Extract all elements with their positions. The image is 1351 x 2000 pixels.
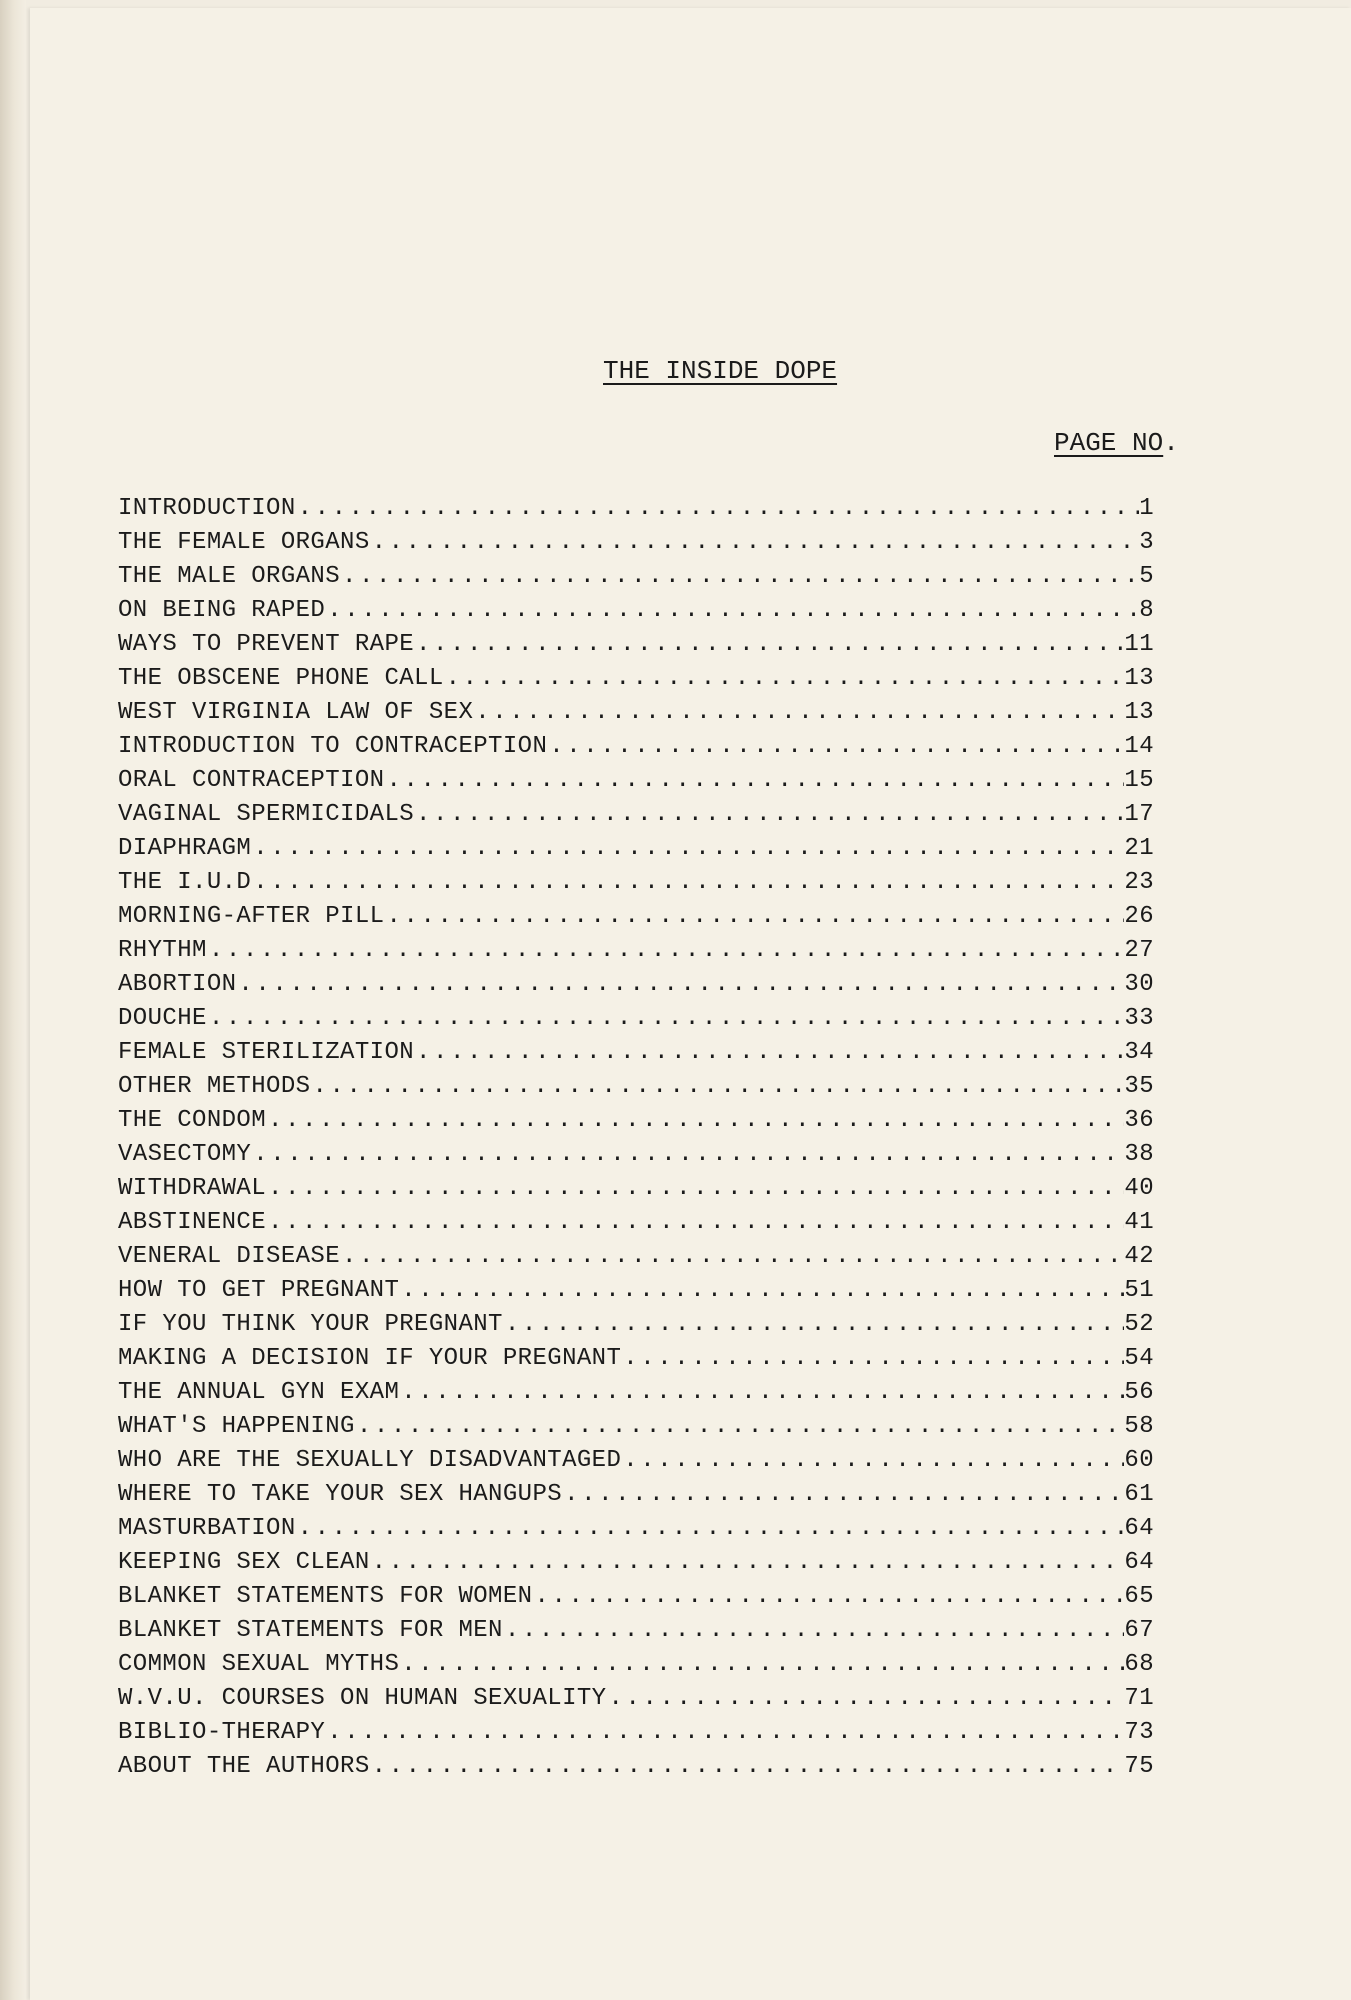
toc-dot-leader: [251, 832, 1124, 866]
toc-dot-leader: [621, 1444, 1124, 1478]
toc-entry-title: COMMON SEXUAL MYTHS: [118, 1651, 400, 1678]
toc-entry: [118, 1206, 1154, 1240]
toc-entry-title: THE FEMALE ORGANS: [118, 529, 370, 556]
toc-entry-page-number: 17: [1124, 801, 1154, 828]
toc-entry: [118, 832, 1154, 866]
page-number-header-period: .: [1163, 428, 1179, 458]
page-number-header-label: PAGE NO: [1054, 428, 1164, 458]
toc-entry-page-number: 52: [1124, 1311, 1154, 1338]
toc-entry: [118, 526, 1154, 560]
toc-entry: [118, 1172, 1154, 1206]
toc-entry: [118, 594, 1154, 628]
toc-entry: [118, 1512, 1154, 1546]
toc-entry-page-number: 58: [1124, 1413, 1154, 1440]
toc-entry-page-number: 11: [1124, 631, 1154, 658]
toc-entry: [118, 1376, 1154, 1410]
toc-entry-page-number: 34: [1124, 1039, 1154, 1066]
toc-entry-title: BLANKET STATEMENTS FOR WOMEN: [118, 1583, 533, 1610]
toc-entry-page-number: 23: [1124, 869, 1154, 896]
toc-entry-title: ON BEING RAPED: [118, 597, 326, 624]
toc-dot-leader: [266, 1206, 1124, 1240]
toc-entry: [118, 1648, 1154, 1682]
toc-entry: [118, 1478, 1154, 1512]
toc-entry-page-number: 26: [1124, 903, 1154, 930]
toc-entry: [118, 560, 1154, 594]
toc-entry-page-number: 64: [1124, 1549, 1154, 1576]
toc-entry-page-number: 15: [1124, 767, 1154, 794]
toc-entry-title: WHERE TO TAKE YOUR SEX HANGUPS: [118, 1481, 563, 1508]
toc-dot-leader: [325, 1716, 1124, 1750]
toc-dot-leader: [370, 1750, 1125, 1784]
toc-entry: [118, 968, 1154, 1002]
toc-entry-title: ABSTINENCE: [118, 1209, 267, 1236]
toc-entry-page-number: 36: [1124, 1107, 1154, 1134]
toc-entry: [118, 628, 1154, 662]
toc-entry-title: HOW TO GET PREGNANT: [118, 1277, 400, 1304]
toc-entry: [118, 1750, 1154, 1784]
toc-entry-title: VASECTOMY: [118, 1141, 252, 1168]
toc-entry-page-number: 61: [1124, 1481, 1154, 1508]
toc-dot-leader: [532, 1580, 1124, 1614]
toc-entry: [118, 696, 1154, 730]
toc-dot-leader: [251, 1138, 1124, 1172]
toc-dot-leader: [444, 662, 1125, 696]
toc-entry: [118, 1546, 1154, 1580]
toc-entry: [118, 1104, 1154, 1138]
toc-dot-leader: [355, 1410, 1125, 1444]
toc-dot-leader: [370, 1546, 1125, 1580]
toc-dot-leader: [384, 764, 1124, 798]
toc-entry-page-number: 68: [1124, 1651, 1154, 1678]
toc-dot-leader: [236, 968, 1124, 1002]
toc-entry: [118, 764, 1154, 798]
toc-entry-title: INTRODUCTION: [118, 495, 296, 522]
document-title: THE INSIDE DOPE: [603, 356, 838, 386]
toc-entry-title: WAYS TO PREVENT RAPE: [118, 631, 415, 658]
toc-dot-leader: [414, 798, 1124, 832]
toc-entry-page-number: 54: [1124, 1345, 1154, 1372]
toc-entry-title: VAGINAL SPERMICIDALS: [118, 801, 415, 828]
toc-entry: [118, 934, 1154, 968]
toc-entry: [118, 1410, 1154, 1444]
facing-page-edge: [0, 0, 26, 2000]
toc-dot-leader: [399, 1648, 1124, 1682]
toc-entry-title: THE CONDOM: [118, 1107, 267, 1134]
toc-entry: [118, 1274, 1154, 1308]
toc-entry: [118, 1444, 1154, 1478]
toc-entry: [118, 730, 1154, 764]
toc-dot-leader: [207, 934, 1125, 968]
toc-entry: [118, 1240, 1154, 1274]
toc-entry: [118, 1614, 1154, 1648]
table-of-contents: [118, 492, 1154, 1784]
toc-entry: [118, 798, 1154, 832]
toc-dot-leader: [503, 1614, 1125, 1648]
toc-entry-page-number: 38: [1124, 1141, 1154, 1168]
toc-entry-title: THE MALE ORGANS: [118, 563, 341, 590]
toc-entry: [118, 662, 1154, 696]
toc-entry-page-number: 73: [1124, 1719, 1154, 1746]
toc-entry-title: DOUCHE: [118, 1005, 207, 1032]
toc-entry: [118, 1308, 1154, 1342]
toc-dot-leader: [473, 696, 1124, 730]
toc-entry-page-number: 60: [1124, 1447, 1154, 1474]
toc-entry: [118, 1342, 1154, 1376]
toc-entry-title: THE OBSCENE PHONE CALL: [118, 665, 444, 692]
toc-entry-page-number: 71: [1124, 1685, 1154, 1712]
toc-entry-title: FEMALE STERILIZATION: [118, 1039, 415, 1066]
toc-entry-title: ORAL CONTRACEPTION: [118, 767, 385, 794]
toc-entry-page-number: 8: [1139, 597, 1154, 624]
toc-entry-page-number: 56: [1124, 1379, 1154, 1406]
toc-entry-page-number: 3: [1139, 529, 1154, 556]
toc-entry: [118, 1070, 1154, 1104]
toc-entry-title: RHYTHM: [118, 937, 207, 964]
toc-entry-title: KEEPING SEX CLEAN: [118, 1549, 370, 1576]
toc-entry: [118, 1002, 1154, 1036]
toc-dot-leader: [340, 1240, 1124, 1274]
toc-entry-title: WEST VIRGINIA LAW OF SEX: [118, 699, 474, 726]
toc-dot-leader: [251, 866, 1124, 900]
toc-entry-page-number: 21: [1124, 835, 1154, 862]
toc-entry-page-number: 13: [1124, 699, 1154, 726]
toc-entry-page-number: 40: [1124, 1175, 1154, 1202]
toc-dot-leader: [414, 628, 1124, 662]
toc-dot-leader: [399, 1274, 1124, 1308]
toc-dot-leader: [310, 1070, 1124, 1104]
toc-entry-title: WITHDRAWAL: [118, 1175, 267, 1202]
toc-entry-page-number: 13: [1124, 665, 1154, 692]
toc-dot-leader: [399, 1376, 1124, 1410]
toc-dot-leader: [384, 900, 1124, 934]
toc-entry-title: MASTURBATION: [118, 1515, 296, 1542]
toc-entry-page-number: 35: [1124, 1073, 1154, 1100]
toc-dot-leader: [547, 730, 1124, 764]
toc-entry-title: BIBLIO-THERAPY: [118, 1719, 326, 1746]
toc-entry-page-number: 5: [1139, 563, 1154, 590]
page-number-column-header: [1054, 428, 1179, 458]
toc-entry: [118, 1138, 1154, 1172]
toc-entry-title: ABORTION: [118, 971, 237, 998]
toc-entry-page-number: 51: [1124, 1277, 1154, 1304]
toc-entry-page-number: 65: [1124, 1583, 1154, 1610]
toc-entry: [118, 1036, 1154, 1070]
toc-entry: [118, 866, 1154, 900]
toc-entry: [118, 1716, 1154, 1750]
toc-entry-page-number: 1: [1139, 495, 1154, 522]
toc-entry-title: MAKING A DECISION IF YOUR PREGNANT: [118, 1345, 622, 1372]
toc-entry-title: VENERAL DISEASE: [118, 1243, 341, 1270]
toc-entry-page-number: 33: [1124, 1005, 1154, 1032]
toc-entry-title: IF YOU THINK YOUR PREGNANT: [118, 1311, 503, 1338]
toc-entry-title: BLANKET STATEMENTS FOR MEN: [118, 1617, 503, 1644]
toc-entry-page-number: 42: [1124, 1243, 1154, 1270]
toc-entry-page-number: 75: [1124, 1753, 1154, 1780]
toc-entry: [118, 1682, 1154, 1716]
toc-entry: [118, 492, 1154, 526]
toc-entry-title: MORNING-AFTER PILL: [118, 903, 385, 930]
toc-dot-leader: [207, 1002, 1125, 1036]
toc-dot-leader: [503, 1308, 1125, 1342]
toc-entry-title: ABOUT THE AUTHORS: [118, 1753, 370, 1780]
toc-dot-leader: [266, 1172, 1124, 1206]
toc-entry-title: THE ANNUAL GYN EXAM: [118, 1379, 400, 1406]
toc-entry-page-number: 64: [1124, 1515, 1154, 1542]
toc-entry-title: W.V.U. COURSES ON HUMAN SEXUALITY: [118, 1685, 607, 1712]
toc-entry-page-number: 27: [1124, 937, 1154, 964]
toc-entry-title: WHO ARE THE SEXUALLY DISADVANTAGED: [118, 1447, 622, 1474]
toc-entry-title: DIAPHRAGM: [118, 835, 252, 862]
toc-dot-leader: [325, 594, 1139, 628]
toc-entry-title: INTRODUCTION TO CONTRACEPTION: [118, 733, 548, 760]
toc-entry-page-number: 30: [1124, 971, 1154, 998]
toc-dot-leader: [621, 1342, 1124, 1376]
toc-entry-title: WHAT'S HAPPENING: [118, 1413, 355, 1440]
toc-dot-leader: [370, 526, 1140, 560]
toc-dot-leader: [414, 1036, 1124, 1070]
toc-entry-page-number: 67: [1124, 1617, 1154, 1644]
toc-dot-leader: [606, 1682, 1124, 1716]
toc-dot-leader: [340, 560, 1139, 594]
toc-entry-page-number: 14: [1124, 733, 1154, 760]
toc-dot-leader: [266, 1104, 1124, 1138]
toc-dot-leader: [296, 492, 1140, 526]
toc-dot-leader: [562, 1478, 1124, 1512]
toc-entry: [118, 900, 1154, 934]
toc-entry-title: THE I.U.D: [118, 869, 252, 896]
toc-entry-page-number: 41: [1124, 1209, 1154, 1236]
toc-entry: [118, 1580, 1154, 1614]
toc-entry-title: OTHER METHODS: [118, 1073, 311, 1100]
toc-dot-leader: [296, 1512, 1125, 1546]
